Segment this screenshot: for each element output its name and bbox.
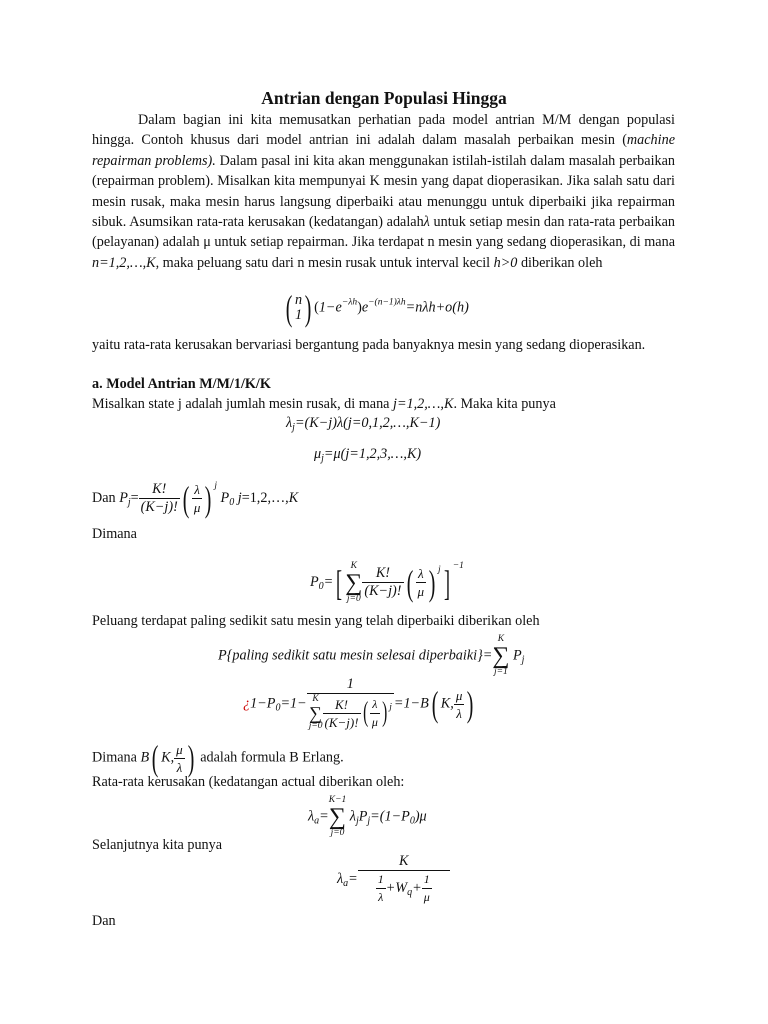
- page-title: Antrian dengan Populasi Hingga: [261, 88, 507, 108]
- intro-text-1: Dalam bagian ini kita memusatkan perhatian pada model antrian M/M dengan populasi hingga. Contoh khusus dari model antrian ini adalah dalam masalah perbaikan mesin (: [92, 112, 675, 149]
- equation-prob-sum: P{paling sedikit satu mesin selesai diperbaiki}= K ∑ j=1 $P_j$: [218, 634, 525, 677]
- equation-pj-line: Dan $P_j=$ $\frac{K!}{(K-j)!}$ ( $\frac{\lambda}{\mu}$ ) $^j$ $P_0$ j=1,2,…,K: [92, 478, 299, 519]
- intro-italic: machine repairman problems).: [92, 132, 675, 169]
- intro-text-2: Dalam pasal ini kita akan menggunakan istilah-istilah dalam masalah perbaikan (repairman problem). Misalkan kita mempunyai K mesin yang dapat dioperasikan. Jika salah satu dari mesin rusak, maka mesin harus langsung diperbaiki atau menunggu untuk diperbaiki jika repairman sibuk. Asumsikan rata-rata kerusakan (kedatangan) adalah: [92, 152, 675, 231]
- equation-p0: $P_0=$[ K ∑ j=0 $\frac{K!}{(K-j)!}$ ( $\frac{\lambda}{\mu}$ ) $^j$] $^{-1}$: [310, 560, 464, 604]
- dimana-b-line: Dimana B( K, $\frac{\mu}{\lambda}$ ) adalah formula B Erlang.: [92, 738, 344, 778]
- equation-mu-j: $\mu_j=\mu(j=1,2,3,\dots,K)$: [314, 446, 422, 464]
- after-eq1-text: yaitu rata-rata kerusakan bervariasi bergantung pada banyaknya mesin yang sedang dioperasikan.: [92, 337, 646, 353]
- stray-glyph: ¿: [243, 695, 251, 712]
- equation-lambda-a: $\lambda_a=$ K−1 ∑ j=0 $\lambda_jP_j=(1-P_0)\mu$: [308, 795, 427, 838]
- intro-paragraph: [92, 110, 675, 273]
- dan-label: Dan: [92, 490, 120, 506]
- equation-breakdown-probability: ( n 1 ) $(1-e^{-\lambda h})e^{-(n-1)\lambda h}=n\lambda h+o(h)$: [285, 288, 469, 328]
- state-j-range: j=1,2,…,K: [393, 396, 454, 412]
- selanjutnya-text: Selanjutnya kita punya: [92, 837, 223, 853]
- equation-lambda-j: $\lambda_j=(K-j)\lambda(j=0,1,2,\dots,K-1)$: [286, 415, 441, 433]
- dimana-label: Dimana: [92, 526, 137, 542]
- intro-h: h>0: [493, 254, 518, 271]
- dimana-b-text-a: Dimana: [92, 749, 141, 766]
- dimana-b-text-b: adalah formula B Erlang.: [196, 749, 344, 766]
- peluang-text: Peluang terdapat paling sedikit satu mesin yang telah diperbaiki diberikan oleh: [92, 613, 540, 629]
- intro-text-5: diberikan oleh: [517, 254, 603, 271]
- equation-erlang-b: ¿$1-P_0=1-$ 1 K ∑ j=0 $\frac{K!}{(K-j)!}$ ( $\frac{\lambda}{\mu}$ ) $^j$ =1−B( K, $\frac{\mu}{\lambda}$ ): [243, 676, 474, 731]
- intro-text-4: , maka peluang satu dari n mesin rusak untuk interval kecil: [155, 254, 494, 271]
- section-heading-a: a. Model Antrian M/M/1/K/K: [92, 376, 271, 392]
- intro-lambda: λ: [423, 214, 430, 231]
- intro-n-range: n=1,2,…,K: [92, 254, 156, 271]
- dan-end-label: Dan: [92, 913, 116, 929]
- ratarata-text: Rata-rata kerusakan (kedatangan actual diberikan oleh:: [92, 774, 405, 790]
- intro-text-3: untuk setiap mesin dan rata-rata perbaikan (pelayanan) adalah μ untuk setiap repairman. Jika terdapat n mesin yang sedang dioperasikan, di mana: [92, 214, 675, 251]
- equation-lambda-a-wq: $\lambda_a=$ K $\frac{1}{\lambda}$ $+W_q+$ $\frac{1}{\mu}$: [337, 853, 450, 906]
- state-text-a: Misalkan state j adalah jumlah mesin rusak, di mana: [92, 396, 394, 412]
- prob-event-text: paling sedikit satu mesin selesai diperbaiki: [232, 647, 478, 664]
- state-definition-line: [92, 394, 556, 414]
- state-text-b: . Maka kita punya: [453, 396, 556, 412]
